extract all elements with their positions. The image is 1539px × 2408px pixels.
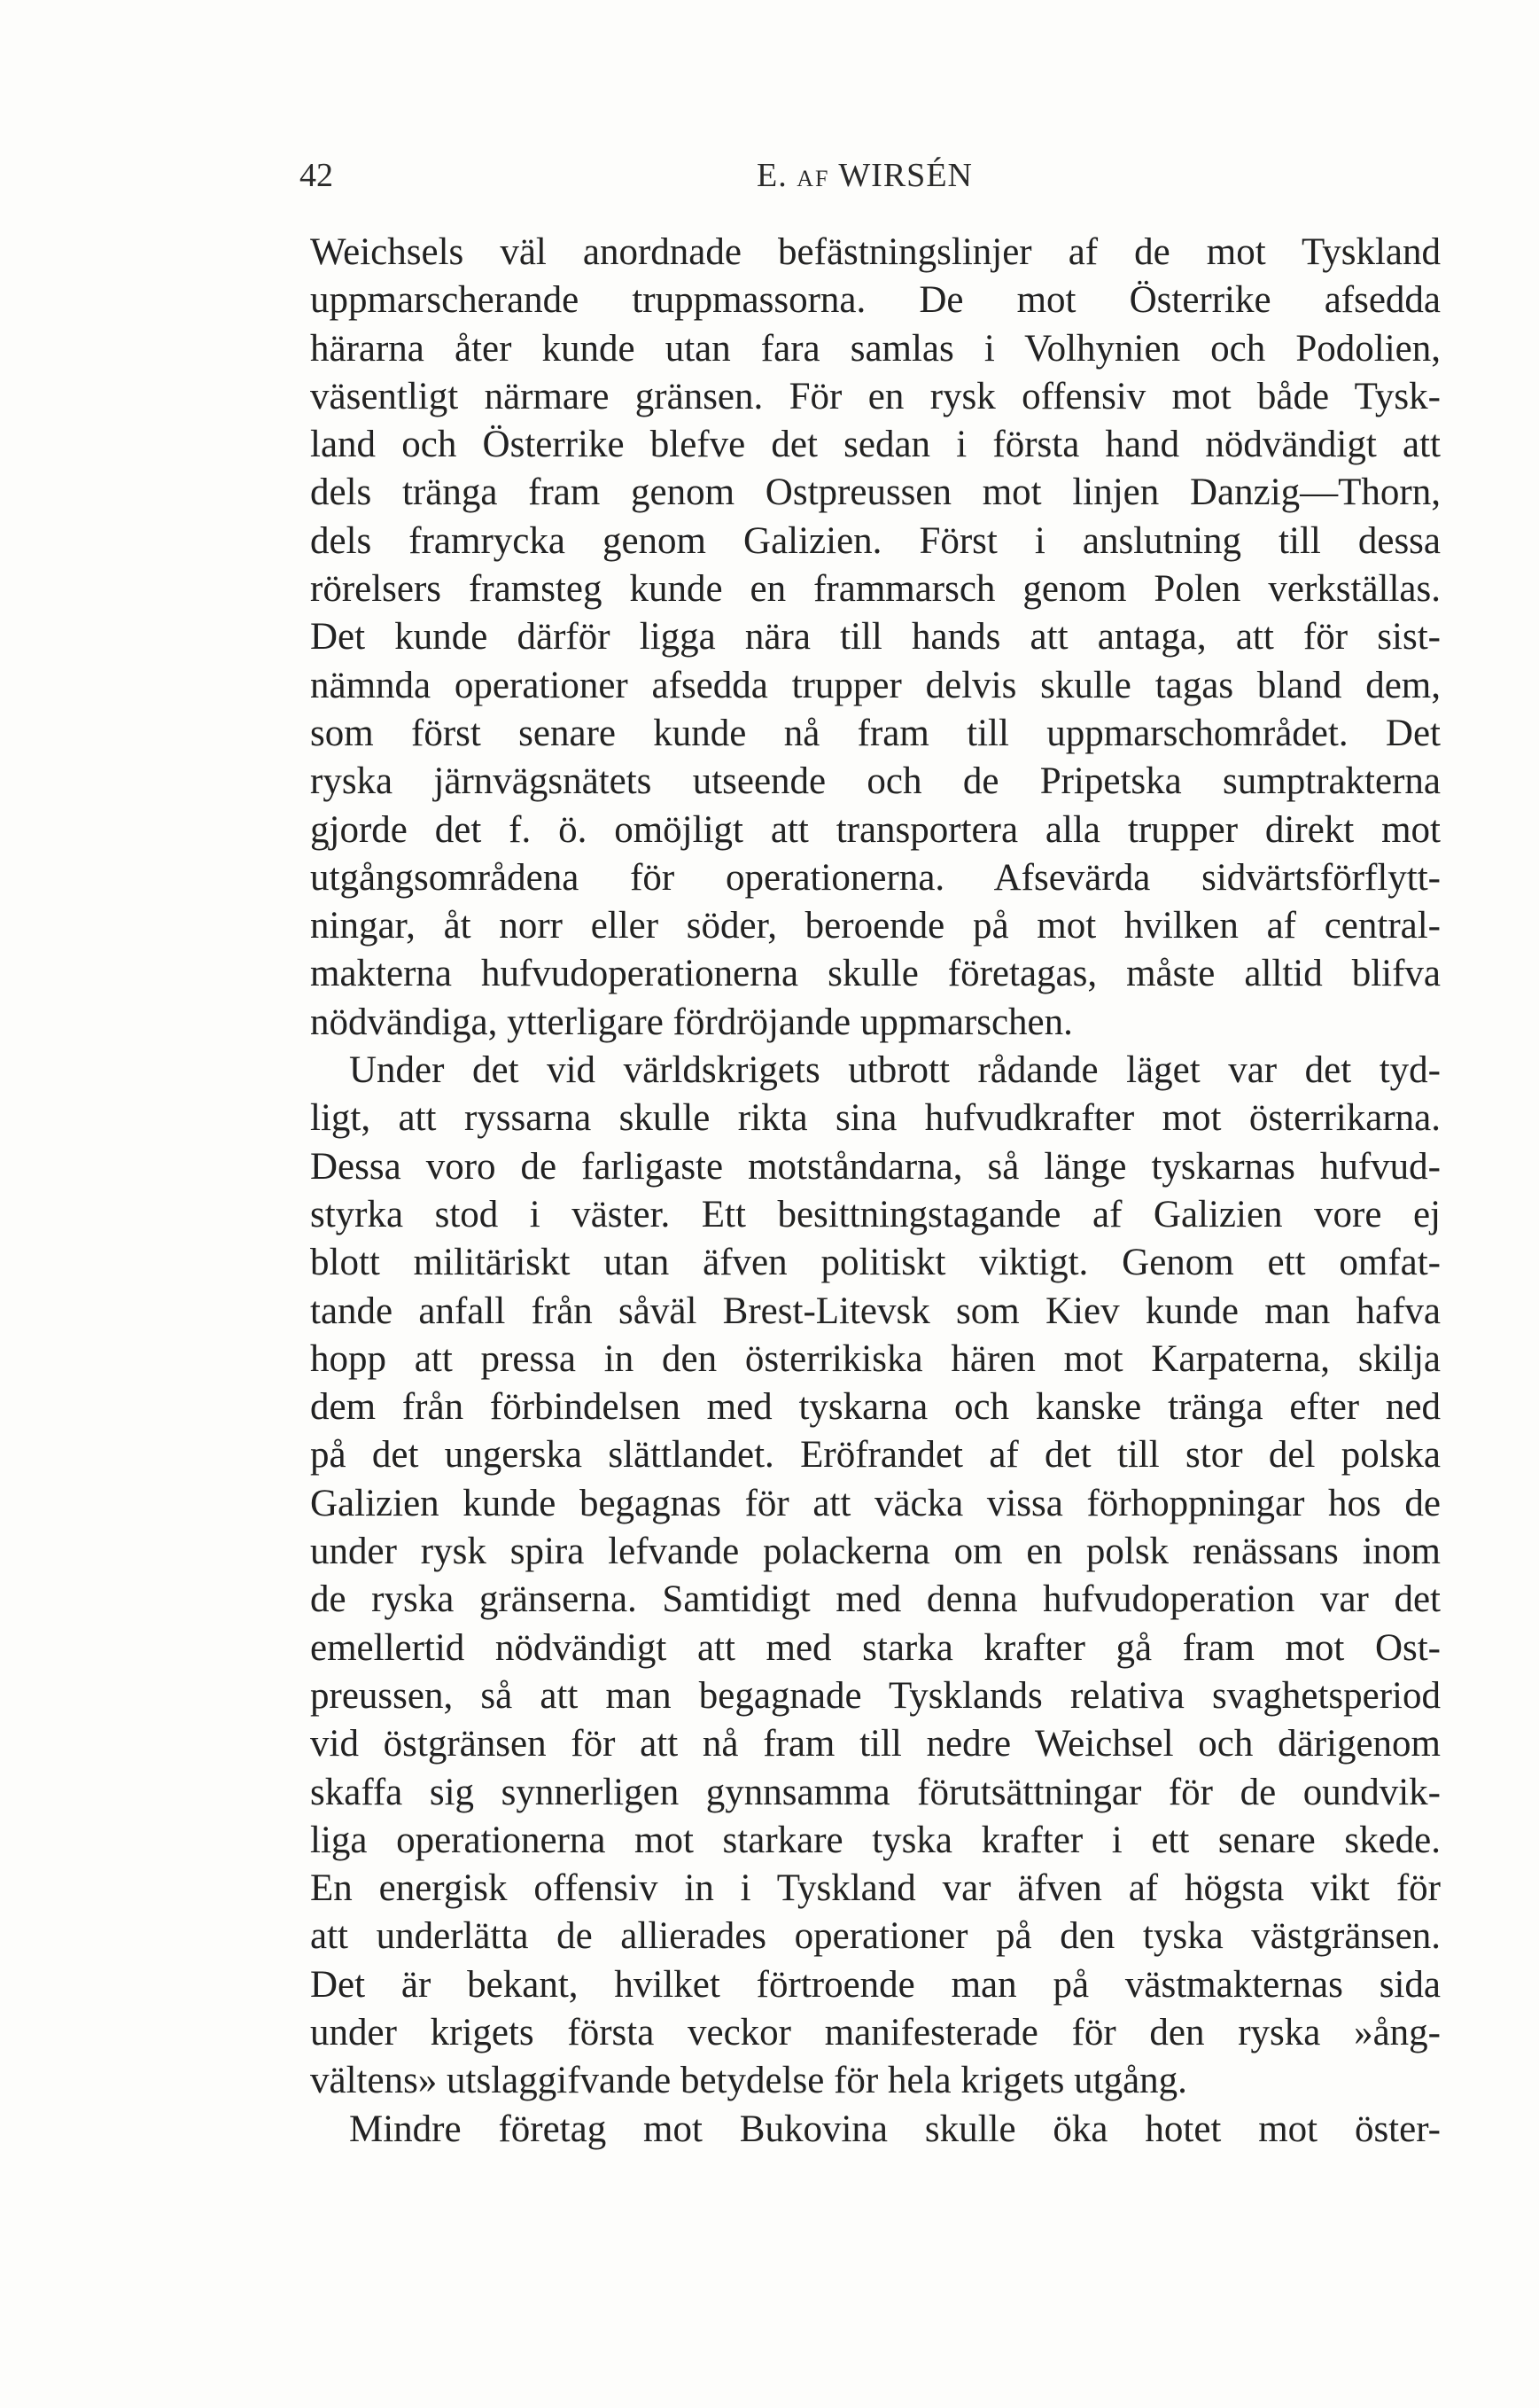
text-line: Det är bekant, hvilket förtroende man på västmakternas sida [310,1963,1441,2006]
text-line: utgångsområdena för operationerna. Afsevärda sidvärtsförflytt- [310,856,1441,899]
text-line: styrka stod i väster. Ett besittningstagande af Galizien vore ej [310,1193,1441,1235]
text-line: att underlätta de allierades operationer på den tyska västgränsen. [310,1915,1441,1958]
author-particle: AF [797,166,830,191]
text-line: Galizien kunde begagnas för att väcka vissa förhoppningar hos de [310,1482,1441,1524]
body-text [310,229,1441,2154]
text-line: blott militäriskt utan äfven politiskt viktigt. Genom ett omfat- [310,1242,1441,1284]
text-line: ligt, att ryssarna skulle rikta sina hufvudkrafter mot österrikarna. [310,1097,1441,1140]
text-line: skaffa sig synnerligen gynnsamma förutsättningar för de oundvik- [310,1771,1441,1813]
text-line: ryska järnvägsnätets utseende och de Pripetska sumptrakterna [310,760,1441,803]
text-line: En energisk offensiv in i Tyskland var äfven af högsta vikt för [310,1867,1441,1910]
text-line: Weichsels väl anordnade befästningslinjer af de mot Tyskland [310,231,1441,273]
text-line: tande anfall från såväl Brest-Litevsk som Kiev kunde man hafva [310,1290,1441,1332]
text-line: gjorde det f. ö. omöjligt att transportera alla trupper direkt mot [310,808,1441,851]
text-line: de ryska gränserna. Samtidigt med denna hufvudoperation var det [310,1578,1441,1621]
text-line: nämnda operationer afsedda trupper delvis skulle tagas bland dem, [310,664,1441,706]
text-line: under krigets första veckor manifesterade för den ryska »ång- [310,2011,1441,2053]
text-line: rörelsers framsteg kunde en frammarsch genom Polen verkställas. [310,568,1441,611]
author-initial: E. [757,157,788,194]
text-line: Det kunde därför ligga nära till hands att antaga, att för sist- [310,616,1441,658]
text-line: härarna åter kunde utan fara samlas i Volhynien och Podolien, [310,327,1441,370]
text-line: nödvändiga, ytterligare fördröjande uppmarschen. [310,1001,1073,1043]
text-line: uppmarscherande truppmassorna. De mot Österrike afsedda [310,279,1441,322]
text-line: dels framrycka genom Galizien. Först i anslutning till dessa [310,519,1441,562]
running-head [299,156,1430,195]
text-line: land och Österrike blefve det sedan i första hand nödvändigt att [310,424,1441,466]
text-line: som först senare kunde nå fram till uppmarschområdet. Det [310,712,1441,754]
author-surname: WIRSÉN [838,157,973,194]
paragraph-start-line: Mindre företag mot Bukovina skulle öka hotet mot öster- [349,2108,1441,2150]
page-number: 42 [299,157,333,194]
text-line: emellertid nödvändigt att med starka krafter gå fram mot Ost- [310,1626,1441,1669]
text-line: liga operationerna mot starkare tyska krafter i ett senare skede. [310,1819,1441,1861]
text-line: makterna hufvudoperationerna skulle företagas, måste alltid blifva [310,953,1441,995]
text-line: Dessa voro de farligaste motståndarna, så länge tyskarnas hufvud- [310,1145,1441,1188]
text-line: dels tränga fram genom Ostpreussen mot linjen Danzig—Thorn, [310,471,1441,514]
text-line: väsentligt närmare gränsen. För en rysk offensiv mot både Tysk- [310,375,1441,417]
paragraph-start-line: Under det vid världskrigets utbrott rådande läget var det tyd- [349,1049,1441,1092]
text-line: dem från förbindelsen med tyskarna och kanske tränga efter ned [310,1386,1441,1429]
page-header [299,156,1430,200]
text-line: vältens» utslaggifvande betydelse för hela krigets utgång. [310,2060,1187,2102]
text-line: ningar, åt norr eller söder, beroende på mot hvilken af central- [310,905,1441,947]
text-line: på det ungerska slättlandet. Eröfrandet af det till stor del polska [310,1434,1441,1477]
text-line: hopp att pressa in den österrikiska hären mot Karpaterna, skilja [310,1337,1441,1380]
text-line: preussen, så att man begagnade Tysklands relativa svaghetsperiod [310,1674,1441,1717]
text-line: under rysk spira lefvande polackerna om en polsk renässans inom [310,1531,1441,1573]
text-line: vid östgränsen för att nå fram till nedre Weichsel och därigenom [310,1723,1441,1765]
